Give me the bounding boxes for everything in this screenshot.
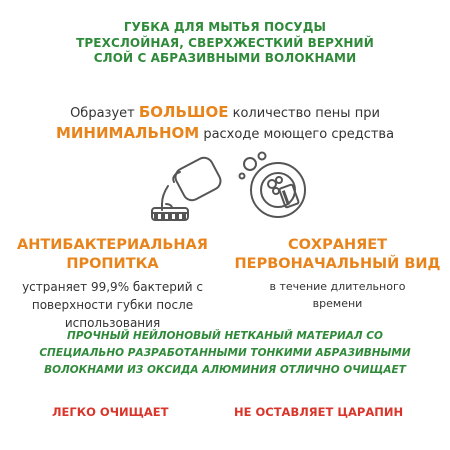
intro-line-1 <box>0 103 450 121</box>
feature-antibacterial-text-line-2: поверхности губки после <box>31 298 194 312</box>
feature-antibacterial-text-line-1: устраняет 99,9% бактерий с <box>22 280 203 294</box>
intro-text-mid: количество пены при <box>228 106 380 121</box>
feature-antibacterial <box>0 236 225 332</box>
feature-antibacterial-text-line-3: использования <box>64 316 161 330</box>
footer-no-scratches: НЕ ОСТАВЛЯЕТ ЦАРАПИН <box>234 405 404 419</box>
feature-antibacterial-text <box>0 278 225 332</box>
footer-easy-clean: ЛЕГКО ОЧИЩАЕТ <box>52 405 169 419</box>
feature-antibacterial-title-line-2: ПРОПИТКА <box>66 256 159 272</box>
feature-keeps-look <box>225 236 450 312</box>
feature-keeps-look-title-line-2: ПЕРВОНАЧАЛЬНЫЙ ВИД <box>234 256 441 272</box>
page-title <box>0 20 450 67</box>
feature-antibacterial-title <box>0 236 225 274</box>
feature-keeps-look-title-line-1: СОХРАНЯЕТ <box>287 237 388 253</box>
material-note-line-2: СПЕЦИАЛЬНО РАЗРАБОТАННЫМИ ТОНКИМИ АБРАЗИВНЫМИ <box>39 347 411 359</box>
title-line-2: ТРЕХСЛОЙНАЯ, СВЕРХЖЕСТКИЙ ВЕРХНИЙ <box>76 35 374 50</box>
intro-line-2 <box>0 124 450 142</box>
sponge-pour-icon <box>140 142 235 227</box>
feature-antibacterial-title-line-1: АНТИБАКТЕРИАЛЬНАЯ <box>17 237 208 253</box>
material-note-line-3: ВОЛОКНАМИ ИЗ ОКСИДА АЛЮМИНИЯ ОТЛИЧНО ОЧИЩАЕТ <box>44 364 406 376</box>
intro-text-pre: Образует <box>70 106 139 121</box>
material-note <box>0 328 450 379</box>
intro-text-post: расходе моющего средства <box>199 127 395 142</box>
title-line-1: ГУБКА ДЛЯ МЫТЬЯ ПОСУДЫ <box>123 20 327 34</box>
intro-highlight-large: БОЛЬШОЕ <box>138 103 229 121</box>
feature-keeps-look-title <box>225 236 450 274</box>
feature-keeps-look-text-line-2: времени <box>312 297 363 310</box>
material-note-line-1: ПРОЧНЫЙ НЕЙЛОНОВЫЙ НЕТКАНЫЙ МАТЕРИАЛ СО <box>67 330 383 342</box>
intro-highlight-minimal: МИНИМАЛЬНОМ <box>55 124 200 142</box>
title-line-3: СЛОЙ С АБРАЗИВНЫМИ ВОЛОКНАМИ <box>93 51 357 65</box>
feature-keeps-look-text-line-1: в течение длительного <box>269 280 406 293</box>
clean-plate-icon <box>236 142 316 227</box>
feature-keeps-look-text <box>225 278 450 312</box>
